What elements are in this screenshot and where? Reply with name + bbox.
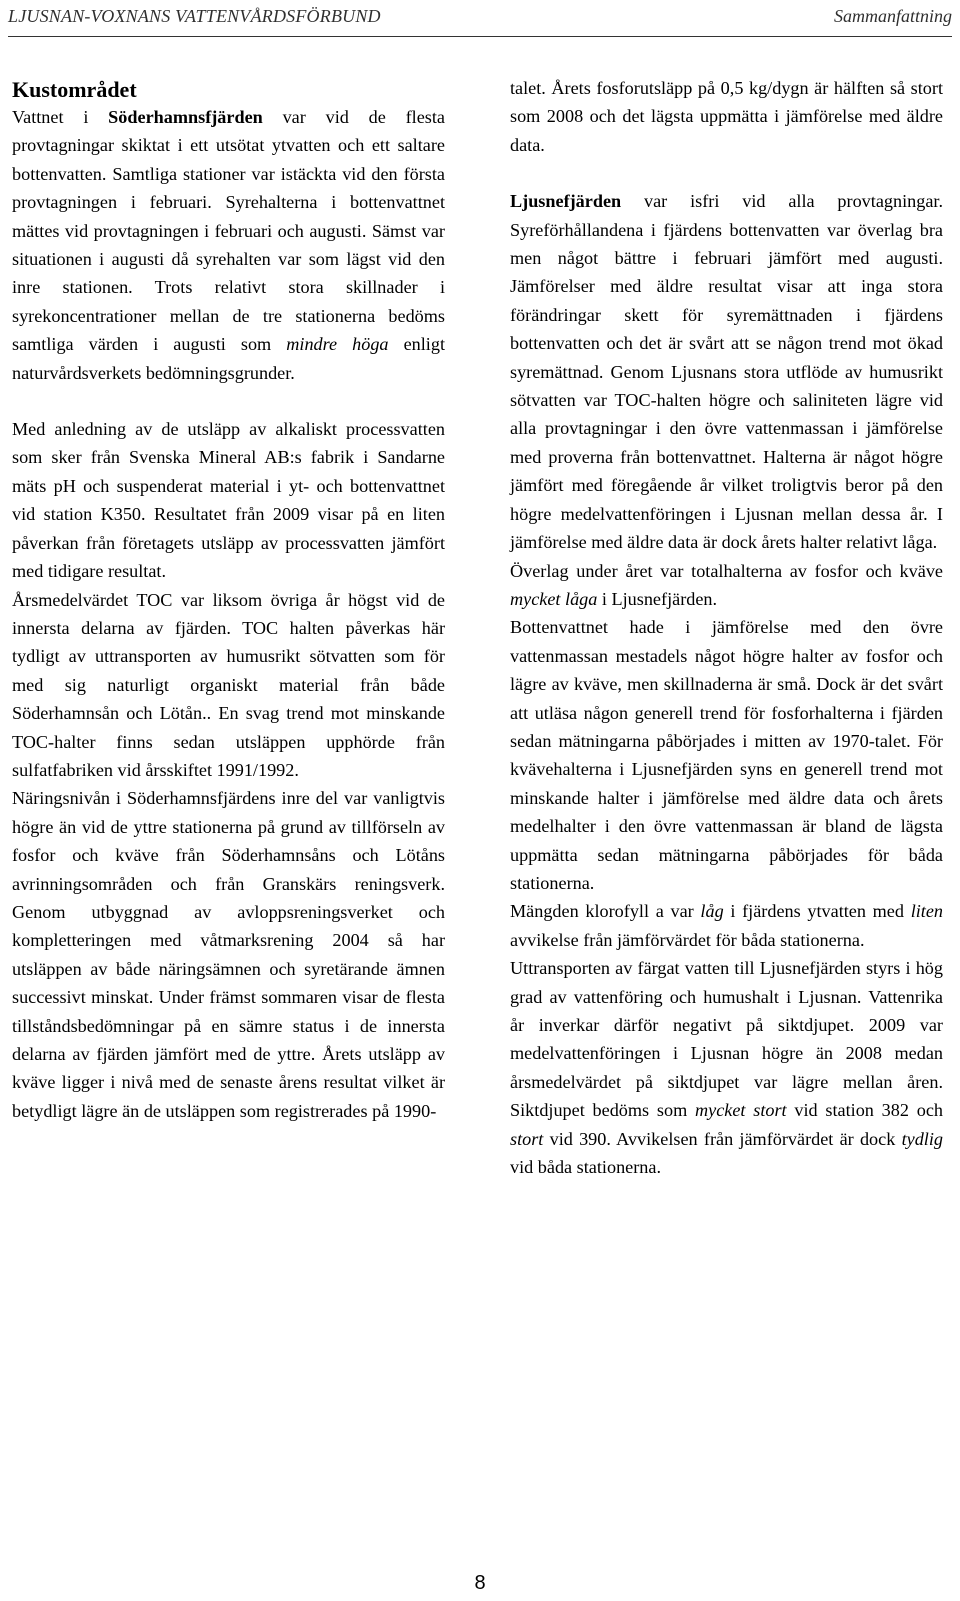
text-run: vid 390. Avvikelsen från jämförvärdet är dock [543,1128,902,1149]
paragraph-toc: Årsmedelvärdet TOC var liksom övriga år högst vid de innersta delarna av fjärden. TOC halten påverkas här tydligt av uttransporten av humusrikt sötvatten som för med sig naturligt organiskt material från både Söderhamnsån och Lötån.. En svag trend mot minskande TOC-halter finns sedan utsläppen upphörde från sulfatfabriken vid årsskiftet 1991/1992. [12,589,445,780]
italic-term: mycket stort [695,1100,787,1121]
right-column [510,74,943,1181]
text-run: Syrehalterna i bottenvattnet mättes vid provtagningen i februari och augusti. Sämst var situationen i augusti då syrehalten var som lägst vid den inre stationen. Trots relativt stora skillnader i syrekoncentrationer mellan de tre stationerna bedöms samtliga värden i augusti som [12,192,446,355]
paragraph-water-oxygen [12,103,445,387]
section-heading: Kustområdet [12,77,137,102]
page-header [8,0,952,37]
italic-term: låg [700,901,724,922]
italic-term: liten [910,901,944,922]
paragraph-ph: Med anledning av de utsläpp av alkaliskt processvatten som sker från Svenska Mineral AB:s fabrik i Sandarne mäts pH och suspenderat material i yt- och bottenvattnet vid station K350. Resultatet från 2009 visar på en liten påverkan från företagets utsläpp av processvatten jämfört med tidigare resultat. [12,419,445,582]
paragraph-nutrients: Näringsnivån i Söderhamnsfjärdens inre del var vanligtvis högre än vid de yttre stationerna på grund av tillförseln av fosfor och kväve från Söderhamnsåns och Lötåns avrinningsområden och från Granskärs reningsverk. Genom utbyggnad av avloppsreningsverket och kompletteringen med våtmarksrening 2004 så har utsläppen av både näringsämnen och syretärande ämnen successivt minskat. Under främst sommaren visar de flesta tillståndsbedömningar på en sämre status i de innersta delarna av fjärden jämfört med de yttre. Årets utsläpp av kväve ligger i nivå med de senaste årens resultat vilket är betydligt lägre än de utsläppen som registrerades på 1990- [12,788,445,1121]
text-run: avvikelse från jämförvärdet för båda stationerna. [510,929,865,950]
text-run: enligt naturvårdsverkets bedömningsgrunder. [12,334,445,383]
paragraph-chlorophyll [510,897,943,954]
text-run: vid båda stationerna. [510,1157,662,1178]
paragraph-secchi-depth [510,954,943,1181]
bold-term: Ljusnefjärden [510,191,622,212]
text-run: Uttransporten av färgat vatten till Ljusnefjärden styrs i hög grad av vattenföring och humushalt i Ljusnan. Vattenrika år inverkar därför negativt på siktdjupet. 2009 var medelvattenföringen i Ljusnan högre än 2008 medan årsmedelvärdet på siktdjupet var lägre mellan åren. Siktdjupet bedöms som [510,958,943,1121]
header-section-title: Sammanfattning [833,6,952,26]
paragraph-phosphorus-emission: talet. Årets fosforutsläpp på 0,5 kg/dygn är hälften så stort som 2008 och det lägsta uppmätta i jämförelse med äldre data. [510,78,943,155]
text-run: i Ljusnefjärden. [597,588,718,609]
italic-term: tydlig [901,1128,943,1149]
text-run: var isfri vid alla provtagningar. Syreförhållandena i fjärdens bottenvatten var överlag bra men något bättre i februari jämfört med augusti. Jämförelser med äldre resultat visar att inga stora förändringar skett för syremättnaden i fjärdens bottenvatten och det är svårt att se någon trend mot ökad syremättnad. Genom Ljusnans stora utflöde av humusrikt sötvatten var TOC-halten högre och saliniteten lägre vid alla provtagningar i den övre vattenmassan i jämförelse med proverna från bottenvattnet. Halterna är något högre jämfört med föregående år vilket troligtvis beror på den högre medelvattenföringen i Ljusnan mellan dessa år. I jämförelse med äldre data är dock årets halter relativt låga. [510,191,943,553]
header-organization: LJUSNAN-VOXNANS VATTENVÅRDSFÖRBUND [8,6,381,26]
text-run: Överlag under året var totalhalterna av fosfor och kväve [510,560,943,581]
text-run: i fjärdens ytvatten med [723,901,911,922]
italic-term: mycket låga [510,588,598,609]
text-run: var vid de flesta provtagningar skiktat i ett utsötat ytvatten och ett saltare bottenvatten. Samtliga stationer var istäckta vid den första provtagningen i februari. [12,107,445,213]
page-number: 8 [474,1572,486,1594]
italic-term: stort [510,1128,544,1149]
italic-term: mindre höga [286,334,389,355]
text-run: vid station 382 och [786,1100,943,1121]
paragraph-ljusnefjarden [510,187,943,556]
text-run: Vattnet i [12,107,109,127]
paragraph-total-levels [510,557,943,614]
bold-term: Söderhamnsfjärden [108,107,263,127]
text-run: Mängden klorofyll a var [510,901,701,922]
left-column [12,72,445,1125]
paragraph-bottom-water: Bottenvattnet hade i jämförelse med den övre vattenmassan mestadels något högre halter av fosfor och lägre av kväve, men skillnaderna är små. Dock är det svårt att utläsa någon generell trend för fosforhalterna i fjärden sedan mätningarna påbörjades i mitten av 1970-talet. För kvävehalterna i Ljusnefjärden syns en generell trend mot minskande halter i jämförelse med äldre data och årets medelhalter i den övre vattenmassan är bland de lägsta uppmätta sedan mätningarna påbörjades för båda stationerna. [510,617,943,893]
